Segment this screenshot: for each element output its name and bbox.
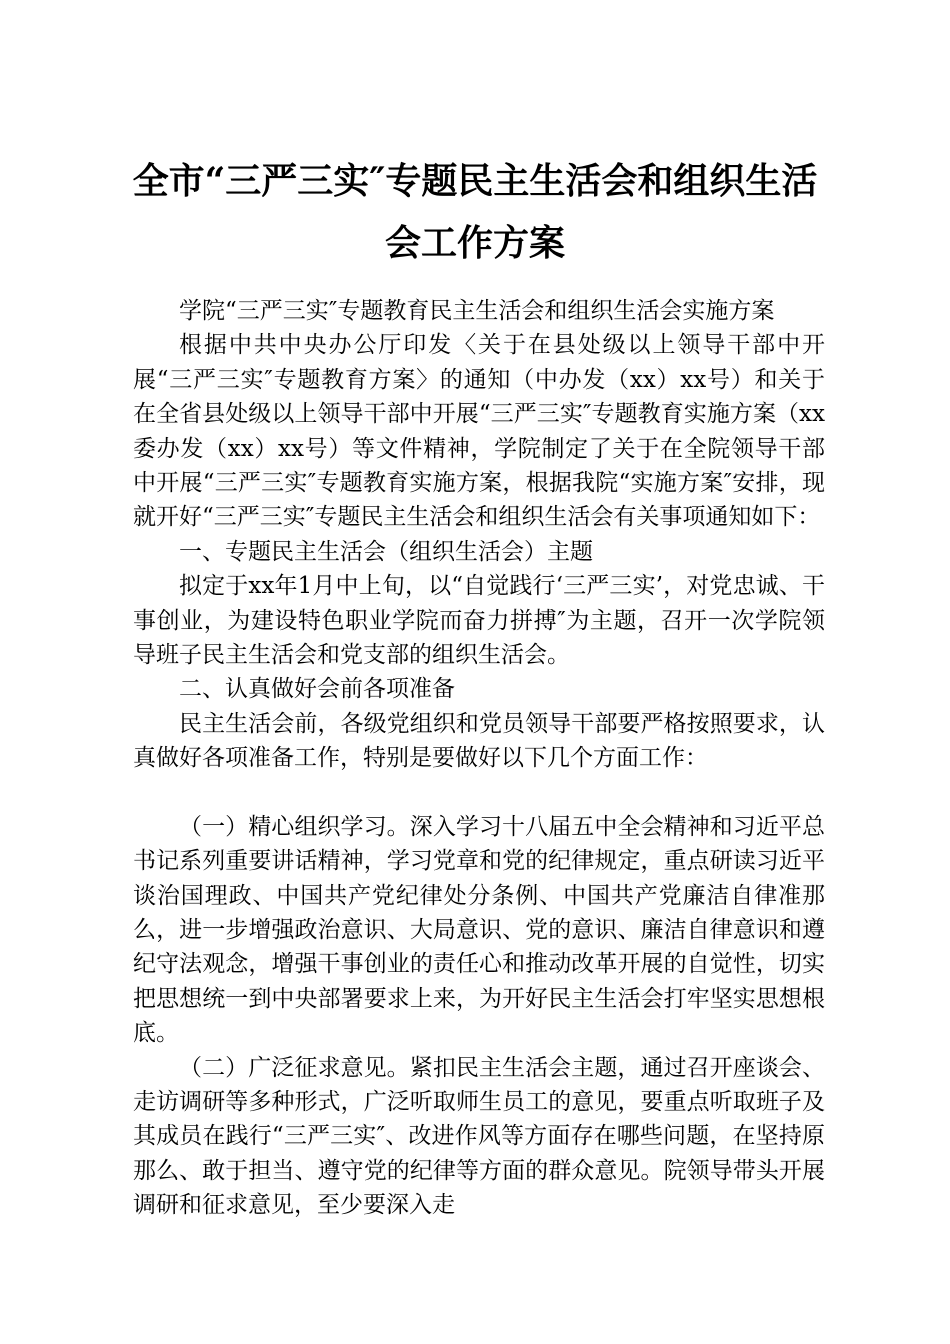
section-heading-2: 二、认真做好会前各项准备 — [179, 676, 455, 703]
document-body — [133, 294, 825, 1223]
blank-line — [133, 776, 825, 810]
paragraph-theme: 拟定于xx年1月中上旬，以“自觉践行‘三严三实’，对党忠诚、干事创业，为建设特色职业学院而奋力拼搏″为主题，召开一次学院领导班子民主生活会和党支部的组织生活会。 — [133, 573, 825, 669]
document-title-line-2: 会工作方案 — [384, 222, 565, 264]
paragraph-subtitle: 学院“三严三实″专题教育民主生活会和组织生活会实施方案 — [179, 298, 775, 324]
paragraph-basis: 根据中共中央办公厅印发〈关于在县处级以上领导干部中开展“三严三实″专题教育方案〉的通知（中办发（xx）xx号）和关于在全省县处级以上领导干部中开展“三严三实″专题教育实施方案（xx委办发（xx）xx号）等文件精神，学院制定了关于在全院领导干部中开展“三严三实″专题教育实施方案，根据我院“实施方案″安排，现就开好“三严三实″专题民主生活会和组织生活会有关事项通知如下： — [133, 332, 825, 531]
paragraph-study: （一）精心组织学习。深入学习十八届五中全会精神和习近平总书记系列重要讲话精神，学习党章和党的纪律规定，重点研读习近平谈治国理政、中国共产党纪律处分条例、中国共产党廉洁自律准那么，进一步增强政治意识、大局意识、党的意识、廉洁自律意识和遵纪守法观念，增强干事创业的责任心和推动改革开展的自觉性，切实把思想统一到中央部署要求上来，为开好民主生活会打牢坚实思想根底。 — [133, 813, 825, 1047]
paragraph-opinions: （二）广泛征求意见。紧扣民主生活会主题，通过召开座谈会、走访调研等多种形式，广泛听取师生员工的意见，要重点听取班子及其成员在践行“三严三实″、改进作风等方面存在哪些问题，在坚持原那么、敢于担当、遵守党的纪律等方面的群众意见。院领导带头开展调研和征求意见，至少要深入走 — [133, 1054, 825, 1219]
paragraph-preparation: 民主生活会前，各级党组织和党员领导干部要严格按照要求，认真做好各项准备工作，特别是要做好以下几个方面工作： — [133, 710, 825, 772]
section-heading-1: 一、专题民主生活会（组织生活会）主题 — [179, 538, 593, 565]
document-title-line-1: 全市“三严三实″专题民主生活会和组织生活 — [132, 160, 818, 202]
